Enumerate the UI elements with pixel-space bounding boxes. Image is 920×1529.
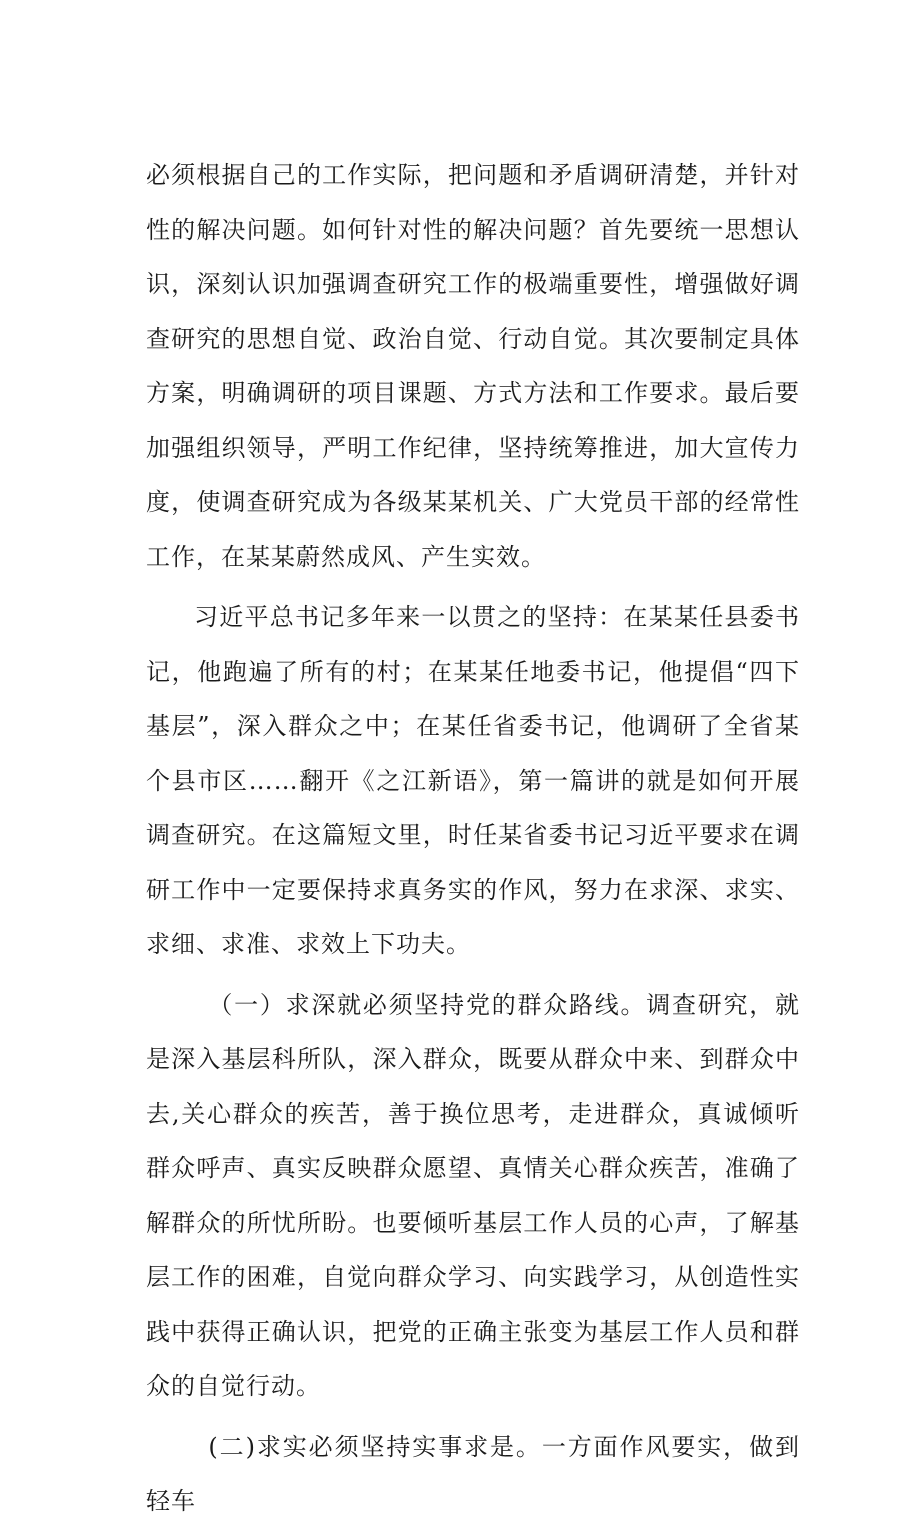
paragraph-section-one: （一）求深就必须坚持党的群众路线。调查研究，就是深入基层科所队，深入群众，既要从群众中来、到群众中去,关心群众的疾苦，善于换位思考，走进群众，真诚倾听群众呼声、真实反映群众愿望、真情关心群众疾苦，准确了解群众的所忧所盼。也要倾听基层工作人员的心声，了解基层工作的困难，自觉向群众学习、向实践学习，从创造性实践中获得正确认识，把党的正确主张变为基层工作人员和群众的自觉行动。 — [146, 990, 800, 1400]
document-body — [146, 148, 800, 1529]
paragraph-section-two: (二)求实必须坚持实事求是。一方面作风要实，做到轻车 — [146, 1432, 800, 1515]
paragraph-continuation: 必须根据自己的工作实际，把问题和矛盾调研清楚，并针对性的解决问题。如何针对性的解决问题？首先要统一思想认识，深刻认识加强调查研究工作的极端重要性，增强做好调查研究的思想自觉、政治自觉、行动自觉。其次要制定具体方案，明确调研的项目课题、方式方法和工作要求。最后要加强组织领导，严明工作纪律，坚持统筹推进，加大宣传力度，使调查研究成为各级某某机关、广大党员干部的经常性工作，在某某蔚然成风、产生实效。 — [146, 161, 800, 571]
paragraph-xi-investigation: 习近平总书记多年来一以贯之的坚持：在某某任县委书记，他跑遍了所有的村；在某某任地委书记，他提倡“四下基层”，深入群众之中；在某任省委书记，他调研了全省某个县市区……翻开《之江新语》，第一篇讲的就是如何开展调查研究。在这篇短文里，时任某省委书记习近平要求在调研工作中一定要保持求真务实的作风，努力在求深、求实、求细、求准、求效上下功夫。 — [146, 603, 800, 958]
